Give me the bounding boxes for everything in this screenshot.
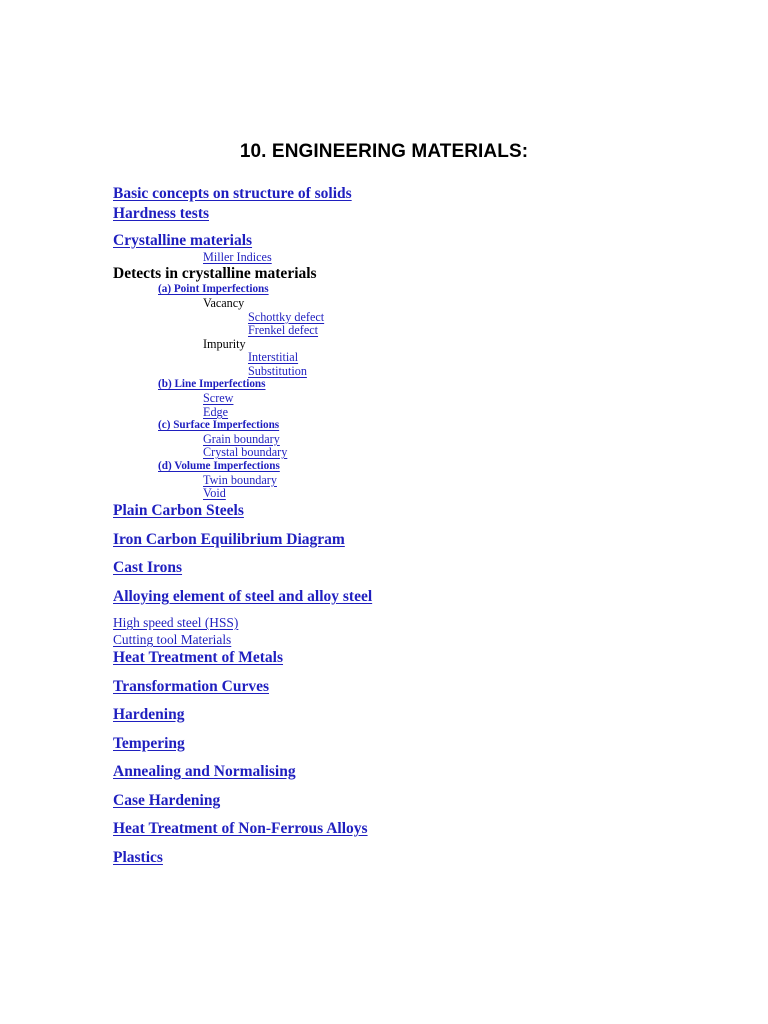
link-transformation-curves[interactable]: Transformation Curves: [113, 678, 269, 695]
link-frenkel-defect[interactable]: Frenkel defect: [248, 323, 319, 337]
link-void[interactable]: Void: [203, 486, 226, 500]
link-edge[interactable]: Edge: [203, 405, 229, 419]
label-vacancy: Vacancy: [203, 296, 245, 310]
link-cast-irons[interactable]: Cast Irons: [113, 559, 183, 576]
link-twin-boundary[interactable]: Twin boundary: [203, 473, 277, 487]
link-surface-imperfections[interactable]: (c) Surface Imperfections: [158, 419, 280, 431]
link-crystalline-materials[interactable]: Crystalline materials: [113, 232, 253, 249]
link-line-imperfections[interactable]: (b) Line Imperfections: [158, 378, 266, 390]
link-plain-carbon-steels[interactable]: Plain Carbon Steels: [113, 502, 244, 519]
link-hardening[interactable]: Hardening: [113, 706, 185, 723]
link-high-speed-steel[interactable]: High speed steel (HSS): [113, 615, 239, 630]
link-iron-carbon-diagram[interactable]: Iron Carbon Equilibrium Diagram: [113, 531, 345, 548]
link-schottky-defect[interactable]: Schottky defect: [248, 310, 325, 324]
link-point-imperfections[interactable]: (a) Point Imperfections: [158, 283, 269, 295]
link-alloying-element[interactable]: Alloying element of steel and alloy steel: [113, 588, 373, 605]
section-detects-heading: Detects in crystalline materials: [113, 265, 317, 282]
link-heat-treatment-nonferrous[interactable]: Heat Treatment of Non-Ferrous Alloys: [113, 820, 368, 837]
link-plastics[interactable]: Plastics: [113, 849, 163, 866]
label-impurity: Impurity: [203, 337, 246, 351]
link-tempering[interactable]: Tempering: [113, 735, 185, 752]
link-case-hardening[interactable]: Case Hardening: [113, 792, 221, 809]
link-volume-imperfections[interactable]: (d) Volume Imperfections: [158, 460, 280, 472]
link-miller-indices[interactable]: Miller Indices: [203, 250, 272, 264]
link-grain-boundary[interactable]: Grain boundary: [203, 432, 280, 446]
link-interstitial[interactable]: Interstitial: [248, 350, 299, 364]
link-annealing-normalising[interactable]: Annealing and Normalising: [113, 763, 296, 780]
link-heat-treatment-metals[interactable]: Heat Treatment of Metals: [113, 649, 284, 666]
link-hardness-tests[interactable]: Hardness tests: [113, 205, 210, 222]
page-title: 10. ENGINEERING MATERIALS:: [239, 141, 529, 162]
link-crystal-boundary[interactable]: Crystal boundary: [203, 445, 288, 459]
link-basic-concepts[interactable]: Basic concepts on structure of solids: [113, 185, 352, 202]
link-screw[interactable]: Screw: [203, 391, 234, 405]
link-substitution[interactable]: Substitution: [248, 364, 307, 378]
link-cutting-tool-materials[interactable]: Cutting tool Materials: [113, 632, 232, 647]
